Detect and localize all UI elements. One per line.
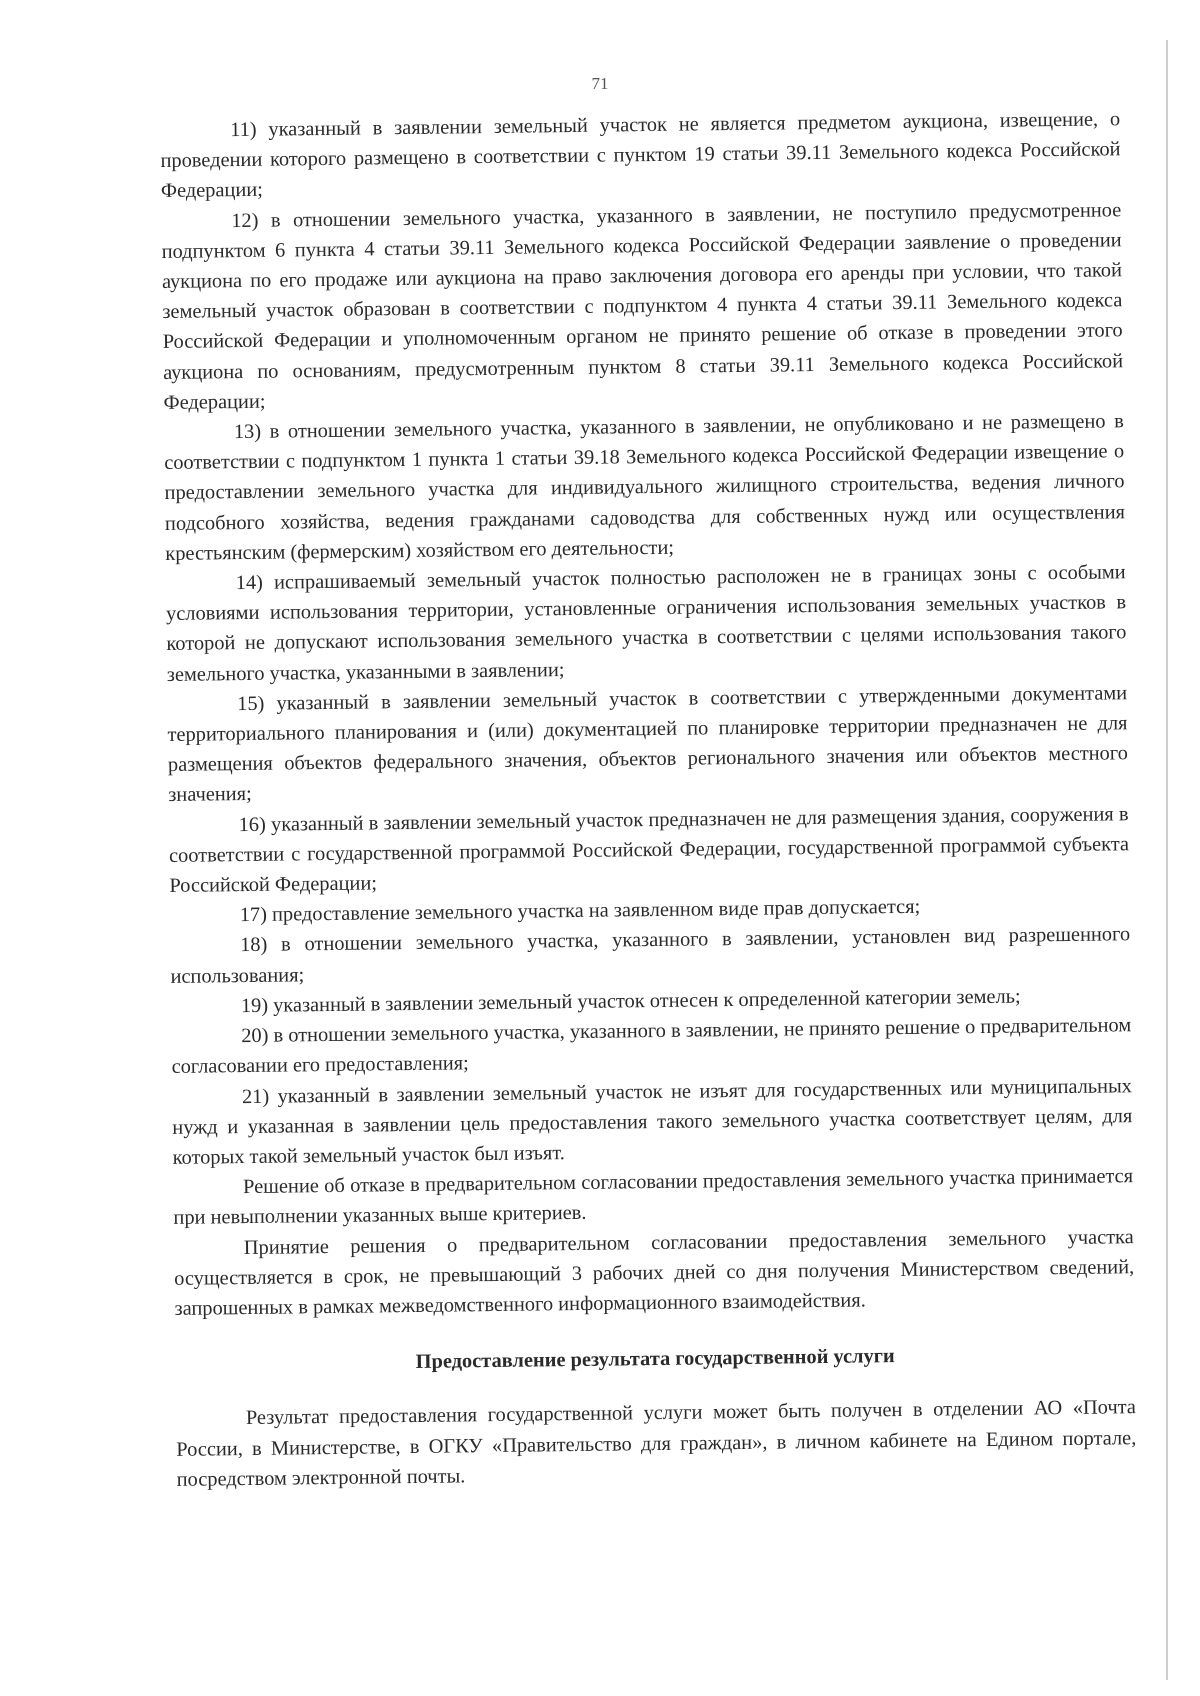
item-21: 21) указанный в заявлении земельный участок не изъят для государственных или муниципальных нужд и указанная в заявлении цель предоставления такого земельного участка соответствует целям, для которых такой земельный участок был изъят. [172, 1074, 1133, 1169]
document-body [160, 104, 1137, 1495]
item-20: 20) в отношении земельного участка, указанного в заявлении, не принято решение о предварительном согласовании его предоставления; [171, 1014, 1132, 1079]
item-11: 11) указанный в заявлении земельный участок не является предметом аукциона, извещение, о проведении которого размещено в соответствии с пунктом 19 статьи 39.11 Земельного кодекса Российской Федерации; [160, 108, 1121, 203]
item-13: 13) в отношении земельного участка, указанного в заявлении, не опубликовано и не размещено в соответствии с подпунктом 1 пункта 1 статьи 39.18 Земельного кодекса Российской Федерации извещение о предоставлении земельного участка для индивидуального жилищного строительства, ведения личного подсобного хозяйства, ведения гражданами садоводства для собственных нужд или осуществления крестьянским (фермерским) хозяйством его деятельности; [164, 410, 1126, 565]
item-15: 15) указанный в заявлении земельный участок в соответствии с утвержденными документами территориального планирования и (или) документацией по планировке территории предназначен не для размещения объектов федерального значения, объектов регионального значения или объектов местного значения; [167, 682, 1128, 807]
item-19: 19) указанный в заявлении земельный участок отнесен к определенной категории земель; [240, 985, 1021, 1017]
result-paragraph: Результат предоставления государственной услуги может быть получен в отделении АО «Почта России, в Министерстве, в ОГКУ «Правительство для граждан», в личном кабинете на Едином портале, посредством электронной почты. [176, 1396, 1137, 1491]
page-number: 71 [591, 74, 609, 93]
item-14: 14) испрашиваемый земельный участок полностью расположен не в границах зоны с особыми условиями использования территории, установленные ограничения использования земельных участков в которой не допускают использования земельного участка в соответствии с целями использования такого земельного участка, указанными в заявлении; [165, 561, 1127, 686]
section-heading: Предоставление результата государственной услуги [415, 1345, 895, 1374]
scan-edge-line [1166, 40, 1168, 1680]
refusal-paragraph: Решение об отказе в предварительном согласовании предоставления земельного участка принимается при невыполнении указанных выше критериев. [173, 1165, 1134, 1230]
item-17: 17) предоставление земельного участка на заявленном виде прав допускается; [239, 896, 921, 927]
item-12: 12) в отношении земельного участка, указанного в заявлении, не поступило предусмотренное подпунктом 6 пункта 4 статьи 39.11 Земельного кодекса Российской Федерации заявление о проведении аукциона по его продаже или аукциона на право заключения договора его аренды при условии, что такой земельный участок образован в соответствии с подпунктом 4 пункта 4 статьи 39.11 Земельного кодекса Российской Федерации и уполномоченным органом не принято решение об отказе в проведении этого аукциона по основаниям, предусмотренным пунктом 8 статьи 39.11 Земельного кодекса Российской Федерации; [161, 198, 1124, 414]
item-18: 18) в отношении земельного участка, указанного в заявлении, установлен вид разрешенного использования; [170, 923, 1131, 988]
item-16: 16) указанный в заявлении земельный участок предназначен не для размещения здания, сооружения в соответствии с государственной программой Российской Федерации, государственной программой субъекта Российской Федерации; [168, 802, 1130, 898]
decision-timing-paragraph: Принятие решения о предварительном согласовании предоставления земельного участка осуществляется в срок, не превышающий 3 рабочих дней со дня получения Министерством сведений, запрошенных в рамках межведомственного информационного взаимодействия. [174, 1225, 1135, 1320]
